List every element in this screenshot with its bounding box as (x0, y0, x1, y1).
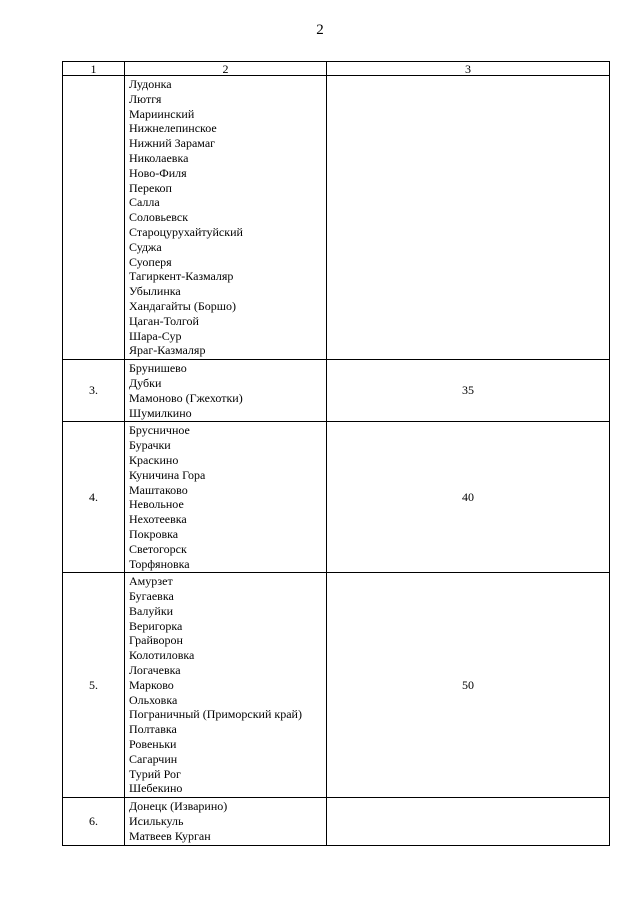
locality-name: Покровка (129, 526, 179, 541)
locality-name: Староцурухайтуйский (129, 224, 243, 239)
locality-name: Матвеев Курган (129, 828, 211, 843)
locality-name: Донецк (Изварино) (129, 799, 228, 814)
locality-name: Куничина Гора (129, 467, 206, 482)
table-row (63, 573, 610, 798)
locality-name: Пограничный (Приморский край) (129, 707, 302, 722)
locality-name: Турий Рог (129, 766, 181, 781)
locality-name: Марково (129, 677, 174, 692)
locality-name: Мамоново (Гжехотки) (129, 390, 243, 405)
locality-name: Брусничное (129, 423, 190, 438)
column-header: 3 (327, 62, 610, 76)
row-number (63, 76, 125, 360)
locality-name: Соловьевск (129, 210, 189, 225)
row-value (327, 798, 610, 845)
locality-name: Суджа (129, 239, 162, 254)
column-header: 1 (63, 62, 125, 76)
checkpoint-table (62, 61, 610, 846)
locality-name: Перекоп (129, 180, 172, 195)
table-row (63, 360, 610, 422)
locality-name: Нижнелепинское (129, 121, 217, 136)
locality-name: Салла (129, 195, 160, 210)
locality-name: Цаган-Толгой (129, 313, 199, 328)
locality-name: Лютгя (129, 91, 162, 106)
locality-name: Дубки (129, 375, 162, 390)
row-number: 6. (63, 798, 125, 845)
locality-name: Тагиркент-Казмаляр (129, 269, 234, 284)
locality-name: Шумилкино (129, 405, 192, 420)
locality-list (125, 573, 327, 798)
table-row (63, 422, 610, 573)
locality-name: Суоперя (129, 254, 172, 269)
locality-name: Логачевка (129, 663, 181, 678)
locality-name: Шара-Сур (129, 328, 182, 343)
locality-name: Яраг-Казмаляр (129, 343, 206, 358)
row-number: 3. (63, 360, 125, 422)
locality-name: Колотиловка (129, 648, 195, 663)
row-number: 5. (63, 573, 125, 798)
locality-name: Сагарчин (129, 751, 178, 766)
page-number: 2 (316, 22, 324, 38)
table-row (63, 798, 610, 845)
locality-name: Брунишево (129, 361, 187, 376)
locality-name: Ровеньки (129, 737, 177, 752)
locality-name: Мариинский (129, 106, 195, 121)
locality-name: Ново-Филя (129, 165, 187, 180)
locality-name: Бугаевка (129, 589, 174, 604)
locality-list (125, 360, 327, 422)
locality-name: Грайворон (129, 633, 183, 648)
row-value: 35 (327, 360, 610, 422)
locality-name: Краскино (129, 452, 179, 467)
table-header-row (63, 62, 610, 76)
locality-name: Светогорск (129, 541, 187, 556)
locality-name: Николаевка (129, 150, 189, 165)
locality-name: Нехотеевка (129, 512, 187, 527)
locality-name: Нижний Зарамаг (129, 136, 216, 151)
locality-name: Невольное (129, 497, 184, 512)
locality-name: Бурачки (129, 438, 171, 453)
locality-name: Торфяновка (129, 556, 190, 571)
locality-name: Хандагайты (Боршо) (129, 298, 236, 313)
locality-name: Амурзет (129, 574, 173, 589)
locality-name: Полтавка (129, 722, 177, 737)
locality-list (125, 798, 327, 845)
locality-name: Убылинка (129, 284, 181, 299)
table-row (63, 76, 610, 360)
column-header: 2 (125, 62, 327, 76)
locality-name: Лудонка (129, 77, 172, 91)
locality-name: Валуйки (129, 603, 174, 618)
row-value (327, 76, 610, 360)
locality-list (125, 76, 327, 360)
locality-list (125, 422, 327, 573)
row-number: 4. (63, 422, 125, 573)
locality-name: Ольховка (129, 692, 178, 707)
locality-name: Исилькуль (129, 814, 184, 829)
locality-name: Маштаково (129, 482, 188, 497)
locality-name: Шебекино (129, 781, 183, 796)
locality-name: Веригорка (129, 618, 183, 633)
row-value: 50 (327, 573, 610, 798)
row-value: 40 (327, 422, 610, 573)
